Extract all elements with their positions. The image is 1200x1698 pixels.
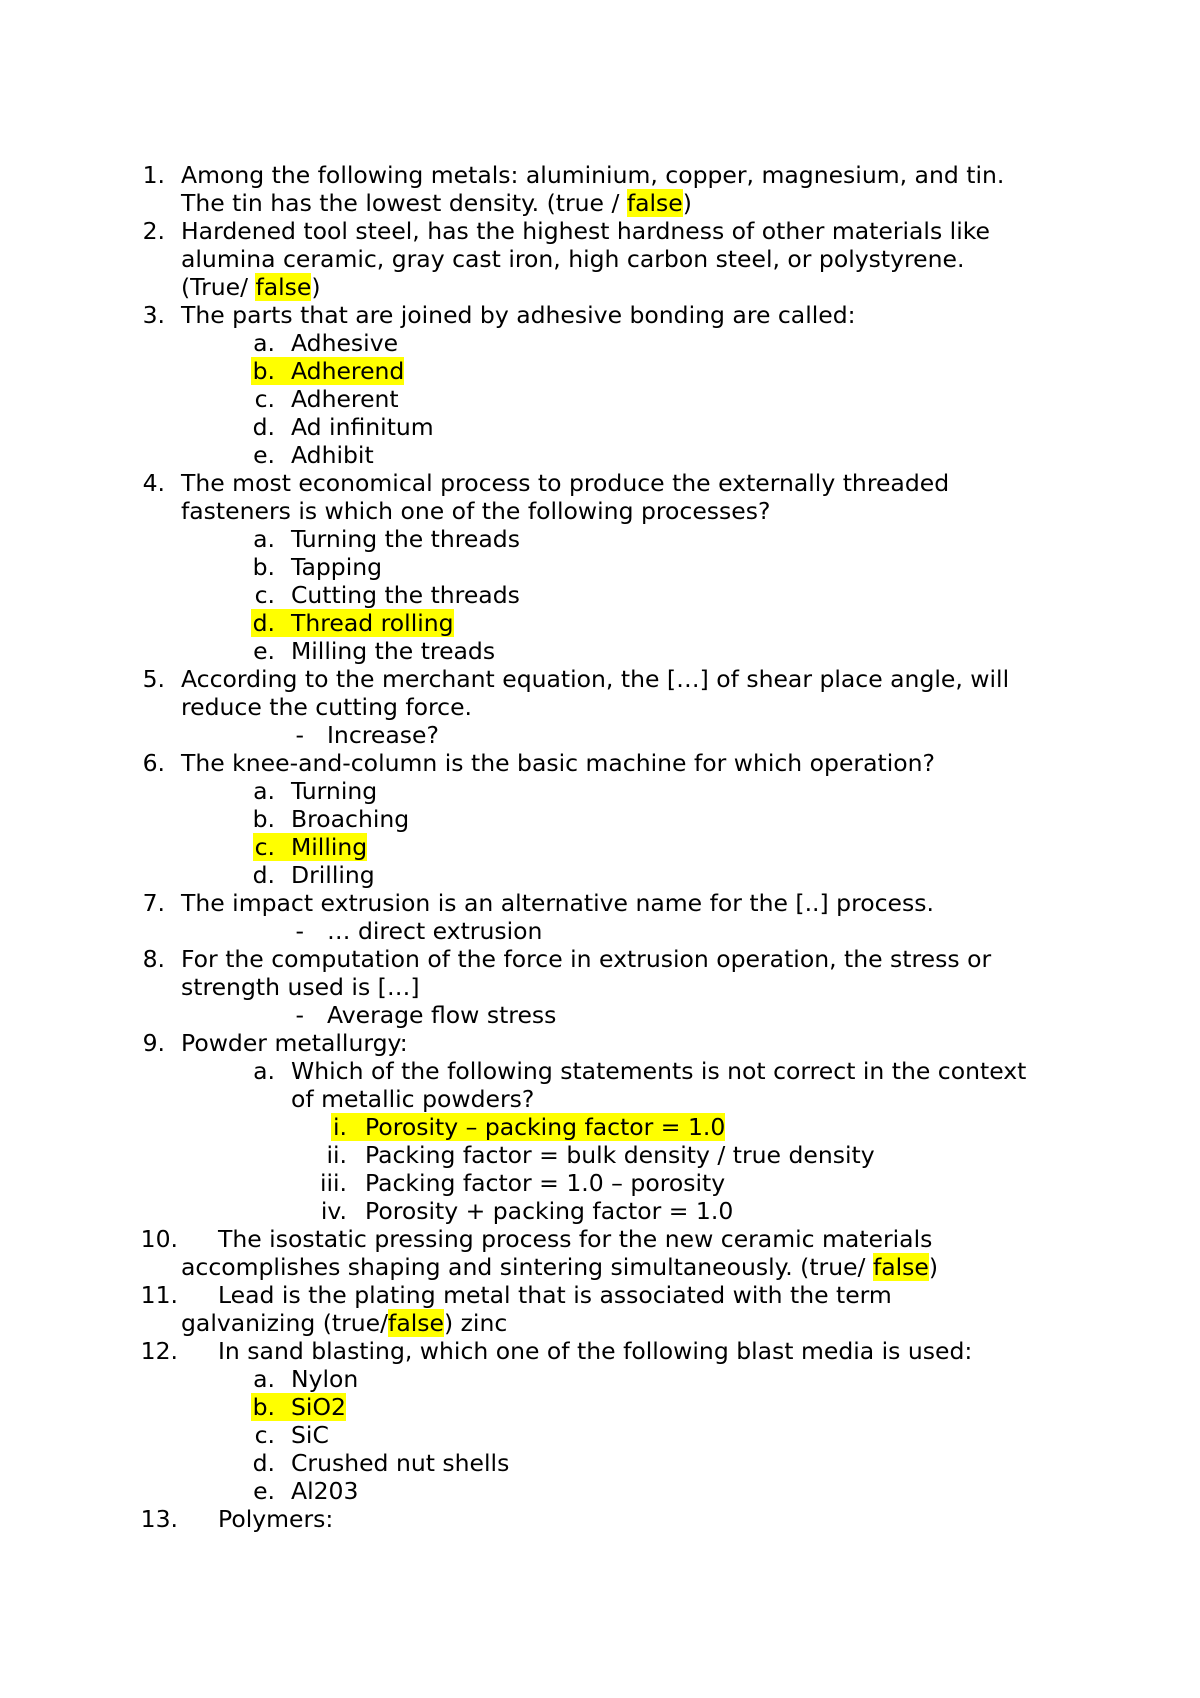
text-run: Ad infinitum xyxy=(291,413,434,441)
text-run: Nylon xyxy=(291,1365,359,1393)
text-run: Milling the treads xyxy=(291,637,496,665)
list-marker: a. xyxy=(253,1365,275,1393)
list-marker: 2. xyxy=(142,217,165,245)
list-marker: a. xyxy=(253,1057,275,1085)
line-text xyxy=(327,917,542,945)
text-run: Tapping xyxy=(291,553,383,581)
text-run: The tin has the lowest density. (true / xyxy=(181,189,627,217)
list-marker: d. xyxy=(252,1449,275,1477)
text-run: Crushed nut shells xyxy=(291,1449,510,1477)
text-run: Powder metallurgy: xyxy=(181,1029,408,1057)
text-run: The parts that are joined by adhesive bonding are called: xyxy=(181,301,856,329)
list-marker: a. xyxy=(253,777,275,805)
line-text xyxy=(181,161,1004,189)
list-marker: b. xyxy=(252,805,275,833)
list-marker: 13. xyxy=(140,1505,178,1533)
list-marker: a. xyxy=(253,525,275,553)
line-text xyxy=(291,581,520,609)
line-text xyxy=(181,301,856,329)
text-run: The knee-and-column is the basic machine for which operation? xyxy=(181,749,935,777)
line-text xyxy=(365,1169,725,1197)
line-text xyxy=(181,245,964,273)
line-text xyxy=(181,973,420,1001)
line-text xyxy=(218,1505,333,1533)
line-text xyxy=(181,693,472,721)
line-text xyxy=(291,553,382,581)
text-run: of metallic powders? xyxy=(291,1085,535,1113)
line-text xyxy=(291,777,377,805)
line-text xyxy=(291,1449,509,1477)
list-marker: iv. xyxy=(320,1197,347,1225)
list-marker: b. xyxy=(251,357,291,385)
text-run: Which of the following statements is not correct in the context xyxy=(291,1057,1027,1085)
text-run: For the computation of the force in extrusion operation, the stress or xyxy=(181,945,992,973)
text-run: The isostatic pressing process for the new ceramic materials xyxy=(218,1225,933,1253)
line-text xyxy=(365,1113,725,1141)
list-marker: 7. xyxy=(142,889,165,917)
text-run: The impact extrusion is an alternative name for the [..] process. xyxy=(181,889,934,917)
line-text xyxy=(365,1197,733,1225)
list-marker: e. xyxy=(253,1477,275,1505)
line-text xyxy=(291,637,495,665)
text-run: Adhibit xyxy=(291,441,374,469)
list-marker: - xyxy=(295,1001,304,1029)
line-text xyxy=(327,1001,556,1029)
list-marker: 3. xyxy=(142,301,165,329)
list-marker: 10. xyxy=(140,1225,178,1253)
list-marker: c. xyxy=(254,1421,275,1449)
list-marker: a. xyxy=(253,329,275,357)
text-run: Adhesive xyxy=(291,329,399,357)
text-run: Al203 xyxy=(291,1477,359,1505)
text-run: reduce the cutting force. xyxy=(181,693,472,721)
line-text xyxy=(181,189,692,217)
line-text xyxy=(181,497,770,525)
list-marker: b. xyxy=(251,1393,291,1421)
line-text xyxy=(218,1281,892,1309)
list-marker: - xyxy=(295,917,304,945)
list-marker: 9. xyxy=(142,1029,165,1057)
text-run: ) xyxy=(311,273,321,301)
text-run: … direct extrusion xyxy=(327,917,543,945)
text-run: ) xyxy=(928,1253,939,1281)
text-run: Turning xyxy=(291,777,378,805)
line-text xyxy=(291,413,434,441)
line-text xyxy=(181,273,321,301)
text-run: Broaching xyxy=(291,805,410,833)
line-text xyxy=(291,1085,534,1113)
line-text xyxy=(291,357,404,385)
text-run: fasteners is which one of the following processes? xyxy=(181,497,771,525)
line-text xyxy=(181,749,935,777)
highlighted-answer: Adherend xyxy=(291,357,405,385)
text-run: alumina ceramic, gray cast iron, high carbon steel, or polystyrene. xyxy=(181,245,965,273)
text-run: Increase? xyxy=(327,721,439,749)
line-text xyxy=(291,609,454,637)
line-text xyxy=(291,1477,358,1505)
text-run: According to the merchant equation, the […] of shear place angle, will xyxy=(181,665,1010,693)
text-run: Packing factor = 1.0 – porosity xyxy=(365,1169,726,1197)
text-run: Turning the threads xyxy=(291,525,520,553)
text-run: Average flow stress xyxy=(327,1001,557,1029)
line-text xyxy=(291,385,399,413)
list-marker: i. xyxy=(331,1113,365,1141)
highlighted-answer: Milling xyxy=(291,833,368,861)
highlighted-answer: false xyxy=(872,1253,929,1281)
line-text xyxy=(181,1253,938,1281)
text-run: Polymers: xyxy=(218,1505,334,1533)
highlighted-answer: false xyxy=(388,1309,444,1337)
text-run: Porosity + packing factor = 1.0 xyxy=(365,1197,734,1225)
line-text xyxy=(291,329,398,357)
line-text xyxy=(291,441,374,469)
list-marker: b. xyxy=(252,553,275,581)
line-text xyxy=(181,1309,507,1337)
highlighted-answer: SiO2 xyxy=(291,1393,346,1421)
highlighted-answer: false xyxy=(255,273,312,301)
list-marker: 1. xyxy=(142,161,165,189)
list-marker: c. xyxy=(254,581,275,609)
list-marker: 5. xyxy=(142,665,165,693)
text-run: Adherent xyxy=(291,385,399,413)
list-marker: 8. xyxy=(142,945,165,973)
text-run: Packing factor = bulk density / true density xyxy=(365,1141,875,1169)
list-marker: d. xyxy=(252,861,275,889)
line-text xyxy=(291,805,409,833)
highlighted-answer: Thread rolling xyxy=(291,609,454,637)
line-text xyxy=(291,833,367,861)
line-text xyxy=(181,945,991,973)
text-run: Drilling xyxy=(291,861,375,889)
text-run: SiC xyxy=(291,1421,329,1449)
text-run: Among the following metals: aluminium, copper, magnesium, and tin. xyxy=(181,161,1005,189)
text-run: ) zinc xyxy=(443,1309,508,1337)
text-run: The most economical process to produce the externally threaded xyxy=(181,469,950,497)
text-run: (True/ xyxy=(181,273,256,301)
line-text xyxy=(181,217,990,245)
list-marker: iii. xyxy=(319,1169,347,1197)
highlighted-answer: false xyxy=(626,189,683,217)
line-text xyxy=(291,1057,1026,1085)
list-marker: c. xyxy=(254,385,275,413)
line-text xyxy=(365,1141,875,1169)
list-marker: 12. xyxy=(140,1337,178,1365)
line-text xyxy=(181,665,1009,693)
highlighted-answer: Porosity – packing factor = 1.0 xyxy=(365,1113,726,1141)
list-marker: d. xyxy=(251,609,291,637)
line-text xyxy=(181,1029,408,1057)
line-text xyxy=(218,1225,932,1253)
line-text xyxy=(327,721,439,749)
line-text xyxy=(181,889,934,917)
list-marker: ii. xyxy=(326,1141,347,1169)
line-text xyxy=(291,1421,329,1449)
line-text xyxy=(218,1337,972,1365)
list-marker: 11. xyxy=(140,1281,178,1309)
list-marker: d. xyxy=(252,413,275,441)
list-marker: c. xyxy=(253,833,291,861)
text-run: In sand blasting, which one of the following blast media is used: xyxy=(218,1337,973,1365)
list-marker: 6. xyxy=(142,749,165,777)
list-marker: - xyxy=(295,721,304,749)
text-run: Cutting the threads xyxy=(291,581,520,609)
line-text xyxy=(291,1393,346,1421)
line-text xyxy=(291,861,375,889)
text-run: Lead is the plating metal that is associated with the term xyxy=(218,1281,892,1309)
text-run: ) xyxy=(682,189,692,217)
line-text xyxy=(291,1365,358,1393)
list-marker: 4. xyxy=(142,469,165,497)
text-run: strength used is […] xyxy=(181,973,420,1001)
list-marker: e. xyxy=(253,441,275,469)
list-marker: e. xyxy=(253,637,275,665)
line-text xyxy=(291,525,520,553)
line-text xyxy=(181,469,949,497)
text-run: galvanizing (true/ xyxy=(181,1309,389,1337)
text-run: Hardened tool steel, has the highest hardness of other materials like xyxy=(181,217,990,245)
text-run: accomplishes shaping and sintering simultaneously. (true/ xyxy=(181,1253,873,1281)
